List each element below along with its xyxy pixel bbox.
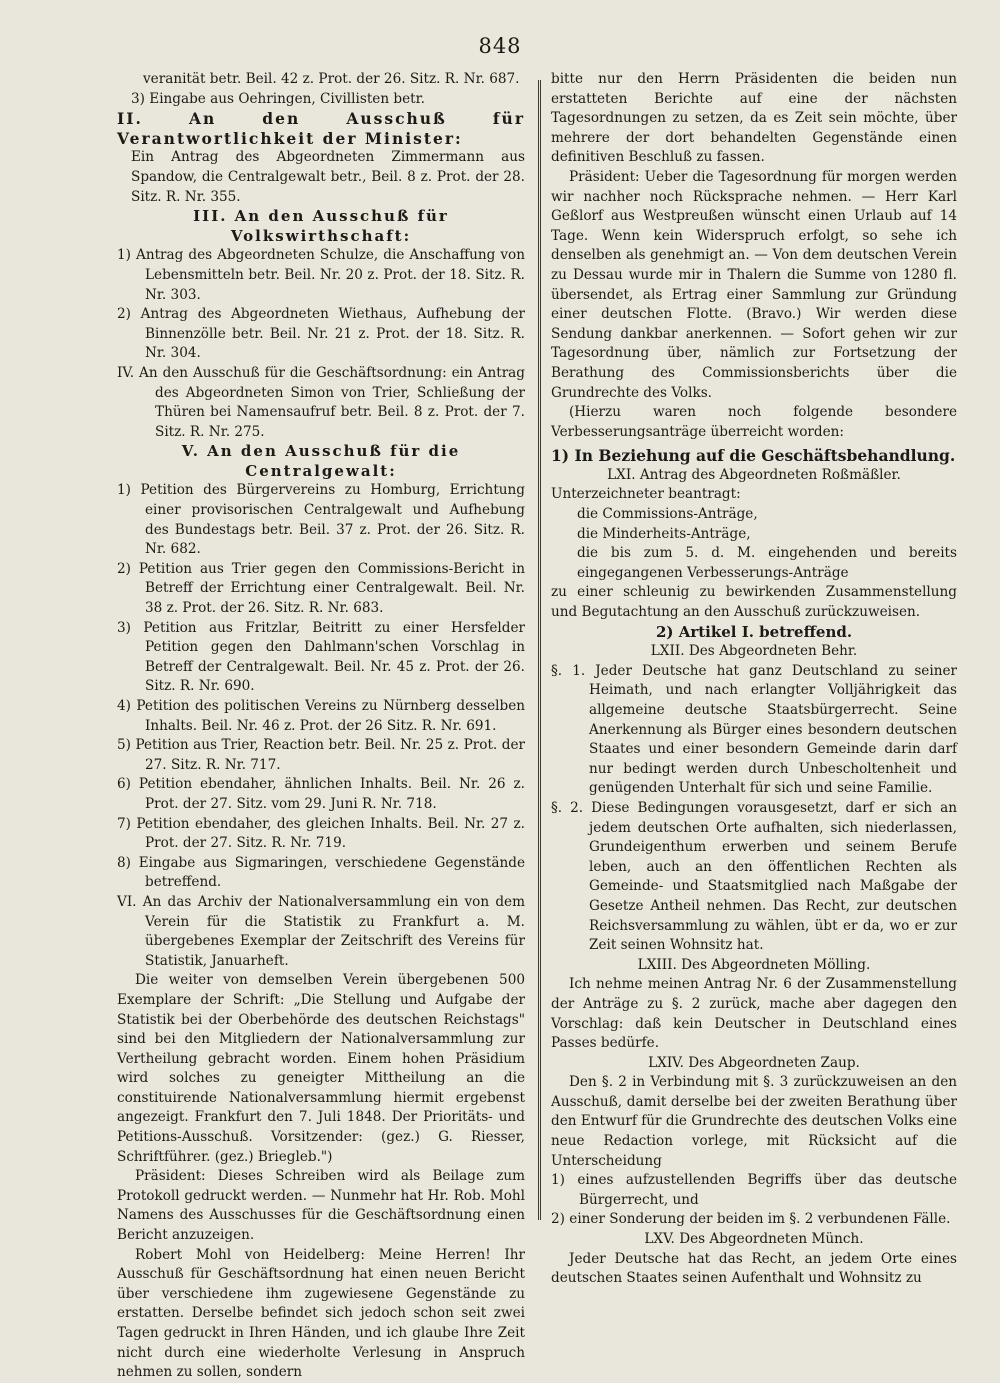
right-section-heading: 2) Artikel I. betreffend. (655, 622, 853, 641)
right-motion-heading: LXIV. Des Abgeordneten Zaup. (648, 1054, 860, 1071)
right-paragraph: Unterzeichneter beantragt: (551, 486, 741, 503)
right-paragraph: Den §. 2 in Verbindung mit §. 3 zurückzuweisen an den Ausschuß, damit derselbe bei der zweiten Berathung über den Entwurf für die Grundrechte des deutschen Volks eine neue Redaction vorlege, mit Rücksicht auf die Unterscheidung (551, 1074, 957, 1169)
right-list-item: 1) eines aufzustellenden Begriffs über das deutsche Bürgerrecht, und (551, 1172, 957, 1208)
column-divider (538, 80, 541, 1220)
page-number: 848 (478, 34, 522, 58)
right-section-heading: 1) In Beziehung auf die Geschäftsbehandlung. (551, 446, 956, 466)
left-list-item: 3) Petition aus Fritzlar, Beitritt zu einer Hersfelder Petition gegen den Dahlmann'schen Vorschlag in Betreff der Centralgewalt. Beil. Nr. 45 z. Prot. der 26. Sitz. R. Nr. 690. (117, 619, 525, 695)
left-list-item: 1) Petition des Bürgervereins zu Homburg, Errichtung einer provisorischen Centralgewalt und Aufhebung des Bundestags betr. Beil. 37 z. Prot. der 26. Sitz. R. Nr. 682. (117, 482, 525, 558)
right-paragraph: Ich nehme meinen Antrag Nr. 6 der Zusammenstellung der Anträge zu §. 2 zurück, mache aber dagegen den Vorschlag: daß kein Deutscher in Deutschland eines Passes bedürfe. (551, 976, 957, 1052)
right-list-item: die bis zum 5. d. M. eingehenden und bereits eingegangenen Verbesserungs-Anträge (577, 545, 957, 581)
right-paragraph: §. 1. Jeder Deutsche hat ganz Deutschland zu seiner Heimath, und nach erlangter Volljährigkeit das allgemeine deutsche Staatsbürgerrecht. Seine Anerkennung als Bürger eines besondern deutschen Staates und einer besondern Gemeinde darin darf nur bedingt werden durch Unbescholtenheit und genügenden Unterhalt für sich und seine Familie. (551, 662, 957, 797)
left-section-heading: V. An den Ausschuß für die Centralgewalt: (181, 442, 461, 480)
left-list-item: 4) Petition des politischen Vereins zu Nürnberg desselben Inhalts. Beil. Nr. 46 z. Prot. der 26 Sitz. R. Nr. 691. (117, 698, 525, 734)
left-list-item: 6) Petition ebendaher, ähnlichen Inhalts. Beil. Nr. 26 z. Prot. der 27. Sitz. vom 29. Juni R. Nr. 718. (117, 776, 525, 812)
left-paragraph: Präsident: Dieses Schreiben wird als Beilage zum Protokoll gedruckt werden. — Nunmehr hat Hr. Rob. Mohl Namens des Ausschusses für die Geschäftsordnung einen Bericht anzuzeigen. (117, 1168, 525, 1244)
right-paragraph: bitte nur den Herrn Präsidenten die beiden nun erstatteten Berichte auf eine der nächsten Tagesordnungen zu setzen, da es Zeit sein möchte, über mehrere der dort behandelten Gegenstände einen definitiven Beschluß zu fassen. (551, 71, 957, 166)
left-list-item: 5) Petition aus Trier, Reaction betr. Beil. Nr. 25 z. Prot. der 27. Sitz. R. Nr. 717. (117, 737, 525, 773)
right-list-item: 2) einer Sonderung der beiden im §. 2 verbundenen Fälle. (551, 1211, 951, 1228)
left-paragraph: Die weiter von demselben Verein übergebenen 500 Exemplare der Schrift: „Die Stellung und Aufgabe der Statistik bei der Oberbehörde des deutschen Reichstags" sind bei den Mitgliedern der Nationalversammlung zur Vertheilung gebracht worden. Einem hohen Präsidium wird solches zu geneigter Mittheilung an die constituirende Nationalversammlung hiermit ergebenst angezeigt. Frankfurt den 7. Juli 1848. Der Prioritäts- und Petitions-Ausschuß. Vorsitzender: (gez.) G. Riesser, Schriftführer. (gez.) Briegleb.") (117, 972, 525, 1165)
left-paragraph: veranität betr. Beil. 42 z. Prot. der 26. Sitz. R. Nr. 687. (143, 71, 520, 87)
right-list-item: die Commissions-Anträge, (577, 506, 758, 523)
left-section-heading: II. An den Ausschuß für Verantwortlichkeit der Minister: (117, 109, 525, 148)
right-motion-heading: LXV. Des Abgeordneten Münch. (644, 1231, 864, 1248)
left-column (117, 70, 525, 1381)
left-list-item: 8) Eingabe aus Sigmaringen, verschiedene Gegenstände betreffend. (117, 854, 525, 891)
left-paragraph: Ein Antrag des Abgeordneten Zimmermann aus Spandow, die Centralgewalt betr., Beil. 8 z. Prot. der 28. Sitz. R. Nr. 355. (131, 149, 525, 205)
right-motion-heading: LXII. Des Abgeordneten Behr. (650, 643, 858, 660)
left-list-item: 2) Petition aus Trier gegen den Commissions-Bericht in Betreff der Errichtung einer Centralgewalt. Beil. Nr. 38 z. Prot. der 26. Sitz. R. Nr. 683. (117, 560, 525, 617)
left-paragraph: Robert Mohl von Heidelberg: Meine Herren! Ihr Ausschuß für Geschäftsordnung hat einen neuen Bericht über verschiedene ihm zugewiesene Gegenstände zu erstatten. Derselbe befindet sich jedoch schon seit zwei Tagen gedruckt in Ihren Händen, und ich glaube Ihre Zeit nicht durch eine wiederholte Verlesung in Anspruch nehmen zu sollen, sondern (117, 1246, 525, 1381)
right-motion-heading: LXI. Antrag des Abgeordneten Roßmäßler. (607, 466, 901, 483)
right-paragraph: Präsident: Ueber die Tagesordnung für morgen werden wir nachher noch Rücksprache nehmen. — Herr Karl Geßlorf aus Westpreußen wünscht einen Urlaub auf 14 Tage. Wenn kein Widerspruch erfolgt, so sehe ich denselben als genehmigt an. — Von dem deutschen Verein zu Dessau wurde mir in Thalern die Summe von 1280 fl. übersendet, als Ertrag einer Sammlung zur Gründung einer deutschen Flotte. (Bravo.) Wir werden diese Sendung dankbar anerkennen. — Sofort gehen wir zur Tagesordnung über, nämlich zur Fortsetzung der Berathung des Commissionsberichts über die Grundrechte des Volks. (551, 168, 957, 401)
left-section-heading: III. An den Ausschuß für Volkswirthschaft: (193, 207, 449, 245)
left-list-item: 2) Antrag des Abgeordneten Wiethaus, Aufhebung der Binnenzölle betr. Beil. Nr. 21 z. Prot. der 18. Sitz. R. Nr. 304. (117, 306, 525, 362)
right-paragraph: Jeder Deutsche hat das Recht, an jedem Orte eines deutschen Staates seinen Aufenthalt und Wohnsitz zu (551, 1250, 957, 1287)
left-section-heading: VI. An das Archiv der Nationalversammlung ein von dem Verein für die Statistik zu Frankfurt a. M. übergebenes Exemplar der Zeitschrift des Vereins für Statistik, Januarheft. (117, 893, 525, 969)
right-column (551, 70, 957, 1287)
right-list-item: die Minderheits-Anträge, (577, 525, 751, 542)
right-paragraph: §. 2. Diese Bedingungen vorausgesetzt, darf er sich an jedem deutschen Orte aufhalten, sich niederlassen, Grundeigenthum erwerben und seinem Berufe leben, auch an den öffentlichen Rechten als Gemeinde- und Staatsmitglied nach Maßgabe der Gesetze Antheil nehmen. Das Recht, zur deutschen Reichsversammlung zu wählen, übt er da, wo er zur Zeit seinen Wohnsitz hat. (551, 799, 957, 954)
left-list-item: 3) Eingabe aus Oehringen, Civillisten betr. (131, 90, 425, 107)
right-paragraph: zu einer schleunig zu bewirkenden Zusammenstellung und Begutachtung an den Ausschuß zurückzuweisen. (551, 584, 957, 621)
right-paragraph: (Hierzu waren noch folgende besondere Verbesserungsanträge überreicht worden: (551, 404, 957, 440)
right-motion-heading: LXIII. Des Abgeordneten Mölling. (637, 956, 871, 973)
left-list-item: 1) Antrag des Abgeordneten Schulze, die Anschaffung von Lebensmitteln betr. Beil. Nr. 20 z. Prot. der 18. Sitz. R. Nr. 303. (117, 247, 525, 303)
left-section-heading: IV. An den Ausschuß für die Geschäftsordnung: ein Antrag des Abgeordneten Simon von Trier, Schließung der Thüren bei Namensaufruf betr. Beil. 8 z. Prot. der 7. Sitz. R. Nr. 275. (117, 364, 525, 440)
left-list-item: 7) Petition ebendaher, des gleichen Inhalts. Beil. Nr. 27 z. Prot. der 27. Sitz. R. Nr. 719. (117, 815, 525, 852)
